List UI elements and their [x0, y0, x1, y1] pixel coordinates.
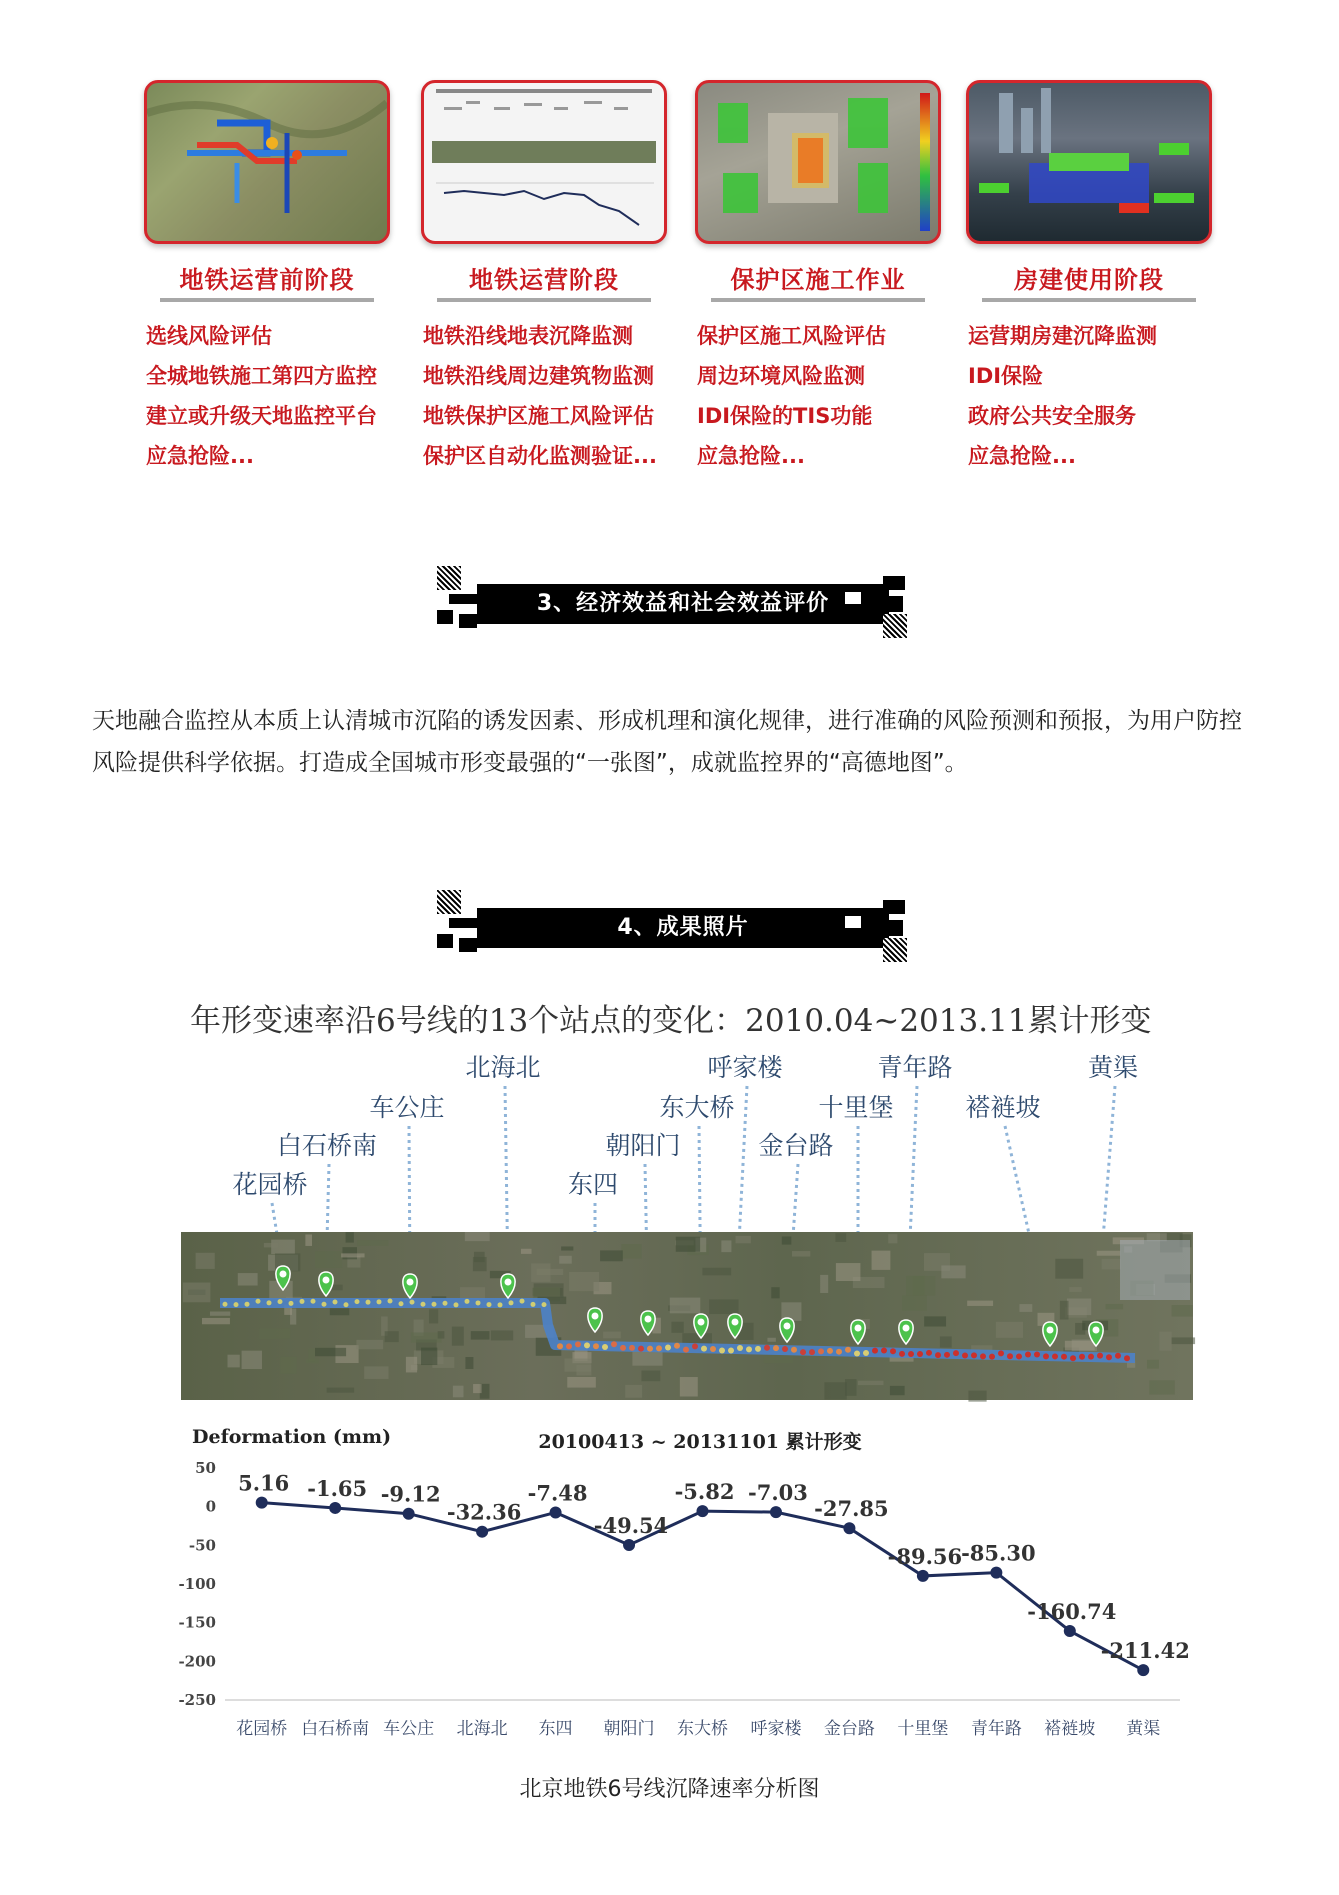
stage-item: 建立或升级天地监控平台	[146, 404, 377, 428]
track-dot	[647, 1346, 653, 1352]
data-label: -160.74	[1027, 1598, 1117, 1624]
data-point	[329, 1502, 341, 1514]
track-dot	[809, 1349, 815, 1355]
track-dot	[1025, 1352, 1031, 1358]
y-tick-label: -150	[178, 1613, 216, 1632]
satellite-patch	[465, 1357, 473, 1369]
track-dot	[989, 1354, 995, 1360]
satellite-patch	[968, 1391, 986, 1402]
station-label: 黄渠	[1087, 1053, 1139, 1082]
satellite-patch	[471, 1331, 490, 1339]
stage-item: 运营期房建沉降监测	[968, 324, 1157, 348]
track-dot	[629, 1345, 635, 1351]
track-dot	[584, 1342, 590, 1348]
track-dot	[454, 1302, 459, 1307]
data-point	[843, 1522, 855, 1534]
track-dot	[300, 1299, 305, 1304]
satellite-patch	[941, 1265, 965, 1278]
satellite-patch	[702, 1268, 731, 1276]
track-dot	[1124, 1355, 1130, 1361]
stage-item: 地铁沿线地表沉降监测	[423, 324, 633, 348]
track-dot	[953, 1350, 959, 1356]
track-dot	[719, 1348, 725, 1354]
track-dot	[267, 1300, 272, 1305]
track-dot	[827, 1348, 833, 1354]
satellite-patch	[356, 1340, 383, 1349]
track-dot	[872, 1348, 878, 1354]
satellite-patch	[1172, 1305, 1193, 1317]
station-label: 北海北	[465, 1053, 541, 1082]
satellite-patch	[473, 1257, 487, 1271]
data-point	[476, 1526, 488, 1538]
satellite-patch	[406, 1357, 417, 1373]
satellite-patch	[305, 1234, 312, 1246]
data-point	[1064, 1625, 1076, 1637]
x-tick-label: 十里堡	[897, 1719, 949, 1739]
satellite-patch	[465, 1232, 490, 1241]
satellite-patch	[603, 1332, 621, 1339]
stage-title: 地铁运营前阶段	[179, 266, 355, 294]
track-dot	[674, 1343, 680, 1349]
track-dot	[366, 1300, 371, 1305]
track-dot	[710, 1346, 716, 1352]
y-tick-label: -200	[178, 1652, 216, 1671]
track-dot	[531, 1302, 536, 1307]
x-tick-label: 东大桥	[677, 1719, 728, 1739]
satellite-patch	[357, 1240, 388, 1246]
satellite-patch	[767, 1338, 775, 1342]
station-label: 白石桥南	[276, 1131, 378, 1160]
track-dot	[465, 1299, 470, 1304]
satellite-patch	[641, 1371, 660, 1382]
x-tick-label: 呼家楼	[750, 1719, 802, 1739]
track-dot	[509, 1300, 514, 1305]
track-dot	[944, 1352, 950, 1358]
track-dot	[890, 1348, 896, 1354]
stage-item: 全城地铁施工第四方监控	[146, 364, 377, 388]
satellite-patch	[411, 1332, 442, 1342]
satellite-patch	[453, 1386, 464, 1398]
satellite-patch	[940, 1336, 952, 1347]
station-label: 花园桥	[232, 1170, 308, 1199]
station-label: 褡裢坡	[965, 1093, 1041, 1122]
satellite-patch	[1097, 1251, 1121, 1256]
track-dot	[410, 1300, 415, 1305]
track-dot	[863, 1350, 869, 1356]
track-dot	[620, 1345, 626, 1351]
x-tick-label: 东四	[538, 1719, 573, 1739]
satellite-patch	[858, 1381, 884, 1385]
satellite-patch	[438, 1331, 445, 1338]
track-dot	[962, 1352, 968, 1358]
track-dot	[908, 1351, 914, 1357]
satellite-patch	[473, 1384, 481, 1393]
data-label: -89.56	[887, 1543, 963, 1569]
satellite-patch	[680, 1377, 698, 1396]
satellite-patch	[364, 1366, 388, 1379]
data-point	[990, 1567, 1002, 1579]
data-point	[697, 1505, 709, 1517]
satellite-patch	[824, 1382, 846, 1399]
track-dot	[926, 1350, 932, 1356]
data-label: -9.12	[380, 1481, 441, 1507]
track-dot	[1115, 1353, 1121, 1359]
satellite-patch	[1102, 1259, 1121, 1270]
track-dot	[854, 1351, 860, 1357]
satellite-patch	[1060, 1301, 1069, 1320]
data-point	[403, 1508, 415, 1520]
satellite-patch	[1171, 1337, 1195, 1344]
track-dot	[899, 1351, 905, 1357]
track-dot	[755, 1346, 761, 1352]
data-label: -85.30	[961, 1540, 1036, 1566]
track-dot	[520, 1299, 525, 1304]
track-dot	[764, 1345, 770, 1351]
satellite-patch	[228, 1355, 240, 1368]
station-label: 呼家楼	[707, 1053, 783, 1082]
satellite-patch	[1067, 1299, 1091, 1316]
track-dot	[845, 1347, 851, 1353]
stage-item: 应急抢险...	[968, 444, 1076, 468]
figure-caption: 北京地铁6号线沉降速率分析图	[519, 1777, 820, 1802]
track-dot	[322, 1302, 327, 1307]
satellite-patch	[996, 1322, 1023, 1338]
satellite-patch	[632, 1350, 662, 1365]
satellite-patch	[210, 1312, 230, 1316]
satellite-patch	[330, 1308, 349, 1315]
track-dot	[692, 1343, 698, 1349]
track-dot	[773, 1345, 779, 1351]
satellite-patch	[308, 1349, 315, 1362]
satellite-patch	[967, 1301, 993, 1306]
satellite-patch	[315, 1348, 346, 1356]
stage-item: 周边环境风险监测	[697, 364, 865, 388]
data-label: -211.42	[1100, 1638, 1190, 1664]
track-dot	[344, 1302, 349, 1307]
track-dot	[542, 1302, 547, 1307]
track-dot	[1079, 1354, 1085, 1360]
satellite-patch	[782, 1236, 792, 1244]
track-dot	[665, 1345, 671, 1351]
data-label: -1.65	[307, 1475, 368, 1501]
satellite-patch	[460, 1287, 485, 1299]
track-dot	[289, 1301, 294, 1306]
data-label: -5.82	[674, 1479, 735, 1505]
x-tick-label: 黄渠	[1126, 1719, 1161, 1739]
data-label: 5.16	[238, 1470, 290, 1496]
chart-ylabel: Deformation (mm)	[192, 1426, 392, 1448]
satellite-patch	[771, 1287, 779, 1298]
track-dot	[421, 1302, 426, 1307]
satellite-patch	[346, 1232, 354, 1242]
track-dot	[881, 1347, 887, 1353]
satellite-patch	[820, 1275, 828, 1293]
track-dot	[728, 1348, 734, 1354]
satellite-patch	[564, 1359, 591, 1372]
satellite-patch	[1065, 1341, 1095, 1351]
y-tick-label: 0	[205, 1497, 216, 1516]
satellite-patch	[1069, 1287, 1081, 1292]
satellite-patch	[567, 1377, 596, 1388]
satellite-patch	[835, 1233, 846, 1242]
track-dot	[388, 1299, 393, 1304]
satellite-patch	[429, 1309, 438, 1323]
track-dot	[1034, 1351, 1040, 1357]
satellite-patch	[924, 1316, 946, 1326]
track-dot	[1088, 1354, 1094, 1360]
figure-title: 年形变速率沿6号线的13个站点的变化：2010.04~2013.11累计形变	[190, 1003, 1152, 1039]
x-tick-label: 金台路	[823, 1719, 875, 1739]
satellite-patch	[1147, 1360, 1159, 1369]
satellite-patch	[238, 1273, 258, 1285]
satellite-patch	[1159, 1332, 1171, 1351]
satellite-patch	[183, 1283, 211, 1303]
section-4-title: 4、成果照片	[477, 908, 889, 948]
stage-title: 保护区施工作业	[730, 266, 906, 294]
satellite-patch	[836, 1263, 861, 1281]
track-dot	[1043, 1353, 1049, 1359]
track-dot	[1070, 1355, 1076, 1361]
satellite-patch	[670, 1298, 701, 1314]
stage-item: 选线风险评估	[146, 324, 272, 348]
x-tick-label: 北海北	[456, 1719, 508, 1739]
track-dot	[1061, 1354, 1067, 1360]
x-tick-label: 褡裢坡	[1044, 1719, 1096, 1739]
track-dot	[593, 1343, 599, 1349]
track-dot	[800, 1349, 806, 1355]
track-dot	[1052, 1353, 1058, 1359]
track-dot	[980, 1353, 986, 1359]
section-3-title: 3、经济效益和社会效益评价	[477, 584, 889, 624]
satellite-patch	[421, 1348, 437, 1365]
satellite-patch	[888, 1234, 897, 1243]
satellite-patch	[315, 1251, 342, 1268]
station-label: 东大桥	[659, 1093, 735, 1122]
track-dot	[656, 1345, 662, 1351]
station-label: 十里堡	[818, 1093, 894, 1122]
data-point	[770, 1506, 782, 1518]
track-dot	[746, 1346, 752, 1352]
satellite-patch	[559, 1256, 572, 1264]
track-dot	[782, 1346, 788, 1352]
y-tick-label: -50	[188, 1536, 216, 1555]
deformation-line-chart	[178, 1426, 1189, 1739]
data-label: -49.54	[593, 1512, 669, 1538]
satellite-patch	[902, 1295, 927, 1310]
track-dot	[256, 1299, 261, 1304]
data-label: -7.03	[748, 1480, 808, 1506]
stage-item: 地铁沿线周边建筑物监测	[423, 364, 654, 388]
track-dot	[234, 1302, 239, 1307]
satellite-patch	[1055, 1259, 1083, 1279]
satellite-patch	[521, 1249, 532, 1254]
satellite-patch	[242, 1351, 262, 1369]
satellite-patch	[621, 1244, 641, 1258]
station-label: 朝阳门	[605, 1131, 681, 1160]
track-dot	[476, 1300, 481, 1305]
track-dot	[399, 1301, 404, 1306]
satellite-patch	[196, 1253, 215, 1269]
track-dot	[791, 1347, 797, 1353]
track-dot	[917, 1351, 923, 1357]
satellite-patch	[531, 1263, 550, 1281]
satellite-patch	[264, 1243, 278, 1247]
stage-title: 地铁运营阶段	[469, 266, 619, 294]
station-label: 车公庄	[369, 1093, 445, 1122]
data-label: -7.48	[527, 1480, 588, 1506]
satellite-patch	[491, 1330, 513, 1340]
track-dot	[355, 1299, 360, 1304]
satellite-patch	[561, 1246, 573, 1250]
satellite-patch	[342, 1247, 357, 1259]
track-dot	[432, 1302, 437, 1307]
track-dot	[1007, 1353, 1013, 1359]
track-dot	[683, 1347, 689, 1353]
track-dot	[1106, 1354, 1112, 1360]
track-dot	[443, 1301, 448, 1306]
stage-item: IDI保险	[968, 364, 1044, 388]
satellite-patch	[792, 1251, 810, 1256]
satellite-patch	[259, 1328, 290, 1338]
satellite-patch	[1149, 1380, 1174, 1394]
data-point	[1137, 1664, 1149, 1676]
track-dot	[611, 1341, 617, 1347]
track-dot	[498, 1302, 503, 1307]
data-point	[550, 1506, 562, 1518]
satellite-patch	[385, 1331, 399, 1342]
track-dot	[971, 1352, 977, 1358]
track-dot	[818, 1348, 824, 1354]
stage-item: IDI保险的TIS功能	[697, 404, 873, 428]
satellite-patch	[676, 1237, 700, 1252]
track-dot	[278, 1299, 283, 1304]
satellite-patch	[671, 1322, 683, 1333]
track-dot	[377, 1299, 382, 1304]
data-point	[256, 1497, 268, 1509]
satellite-patch	[709, 1299, 738, 1314]
track-dot	[638, 1346, 644, 1352]
track-dot	[575, 1341, 581, 1347]
data-label: -32.36	[446, 1499, 522, 1525]
satellite-patch	[452, 1327, 464, 1346]
station-label: 金台路	[758, 1131, 834, 1160]
data-label: -27.85	[814, 1496, 889, 1522]
station-label: 青年路	[877, 1053, 953, 1082]
x-tick-label: 花园桥	[236, 1719, 288, 1739]
satellite-patch	[764, 1355, 793, 1363]
satellite-patch	[721, 1240, 731, 1252]
stage-item: 应急抢险...	[146, 444, 254, 468]
satellite-patch	[872, 1251, 891, 1270]
track-dot	[566, 1343, 572, 1349]
stage-title: 房建使用阶段	[1014, 266, 1164, 294]
satellite-patch	[1019, 1304, 1032, 1312]
stage-item: 保护区自动化监测验证...	[423, 444, 657, 468]
x-tick-label: 朝阳门	[603, 1719, 655, 1739]
satellite-patch	[1106, 1304, 1123, 1309]
satellite-patch	[280, 1357, 296, 1374]
satellite-patch	[202, 1318, 230, 1324]
x-tick-label: 车公庄	[383, 1719, 435, 1739]
track-dot	[701, 1346, 707, 1352]
x-tick-label: 白石桥南	[301, 1719, 370, 1739]
stage-item: 保护区施工风险评估	[697, 324, 886, 348]
y-tick-label: -250	[178, 1691, 216, 1709]
track-dot	[836, 1349, 842, 1355]
satellite-patch	[600, 1250, 623, 1261]
evaluation-paragraph: 天地融合监控从本质上认清城市沉陷的诱发因素、形成机理和演化规律，进行准确的风险预测和预报，为用户防控风险提供科学依据。打造成全国城市形变最强的“一张图”，成就监控界的“高德地图”。	[92, 708, 1242, 776]
y-tick-label: -100	[178, 1575, 216, 1593]
satellite-patch	[327, 1388, 354, 1393]
series-line	[262, 1503, 1144, 1670]
track-dot	[311, 1299, 316, 1304]
satellite-patch	[890, 1386, 905, 1395]
satellite-patch	[569, 1272, 599, 1291]
stage-item: 政府公共安全服务	[968, 404, 1136, 428]
track-dot	[602, 1344, 608, 1350]
satellite-patch	[906, 1276, 924, 1296]
track-dot	[1016, 1353, 1022, 1359]
stage-item: 应急抢险...	[697, 444, 805, 468]
data-point	[623, 1539, 635, 1551]
satellite-patch	[625, 1385, 642, 1398]
track-dot	[998, 1350, 1004, 1356]
track-dot	[333, 1299, 338, 1304]
track-dot	[935, 1352, 941, 1358]
track-dot	[737, 1345, 743, 1351]
satellite-patch	[1120, 1240, 1190, 1300]
station-label: 东四	[567, 1170, 619, 1199]
data-point	[917, 1570, 929, 1582]
track-dot	[487, 1302, 492, 1307]
track-dot	[223, 1302, 228, 1307]
y-tick-label: 50	[195, 1459, 216, 1477]
satellite-patch	[736, 1236, 751, 1243]
track-dot	[557, 1343, 563, 1349]
track-dot	[1097, 1353, 1103, 1359]
satellite-patch	[341, 1253, 364, 1257]
chart-title: 20100413 ~ 20131101 累计形变	[538, 1431, 862, 1453]
stage-item: 地铁保护区施工风险评估	[423, 404, 654, 428]
track-dot	[245, 1302, 250, 1307]
x-tick-label: 青年路	[970, 1719, 1022, 1739]
